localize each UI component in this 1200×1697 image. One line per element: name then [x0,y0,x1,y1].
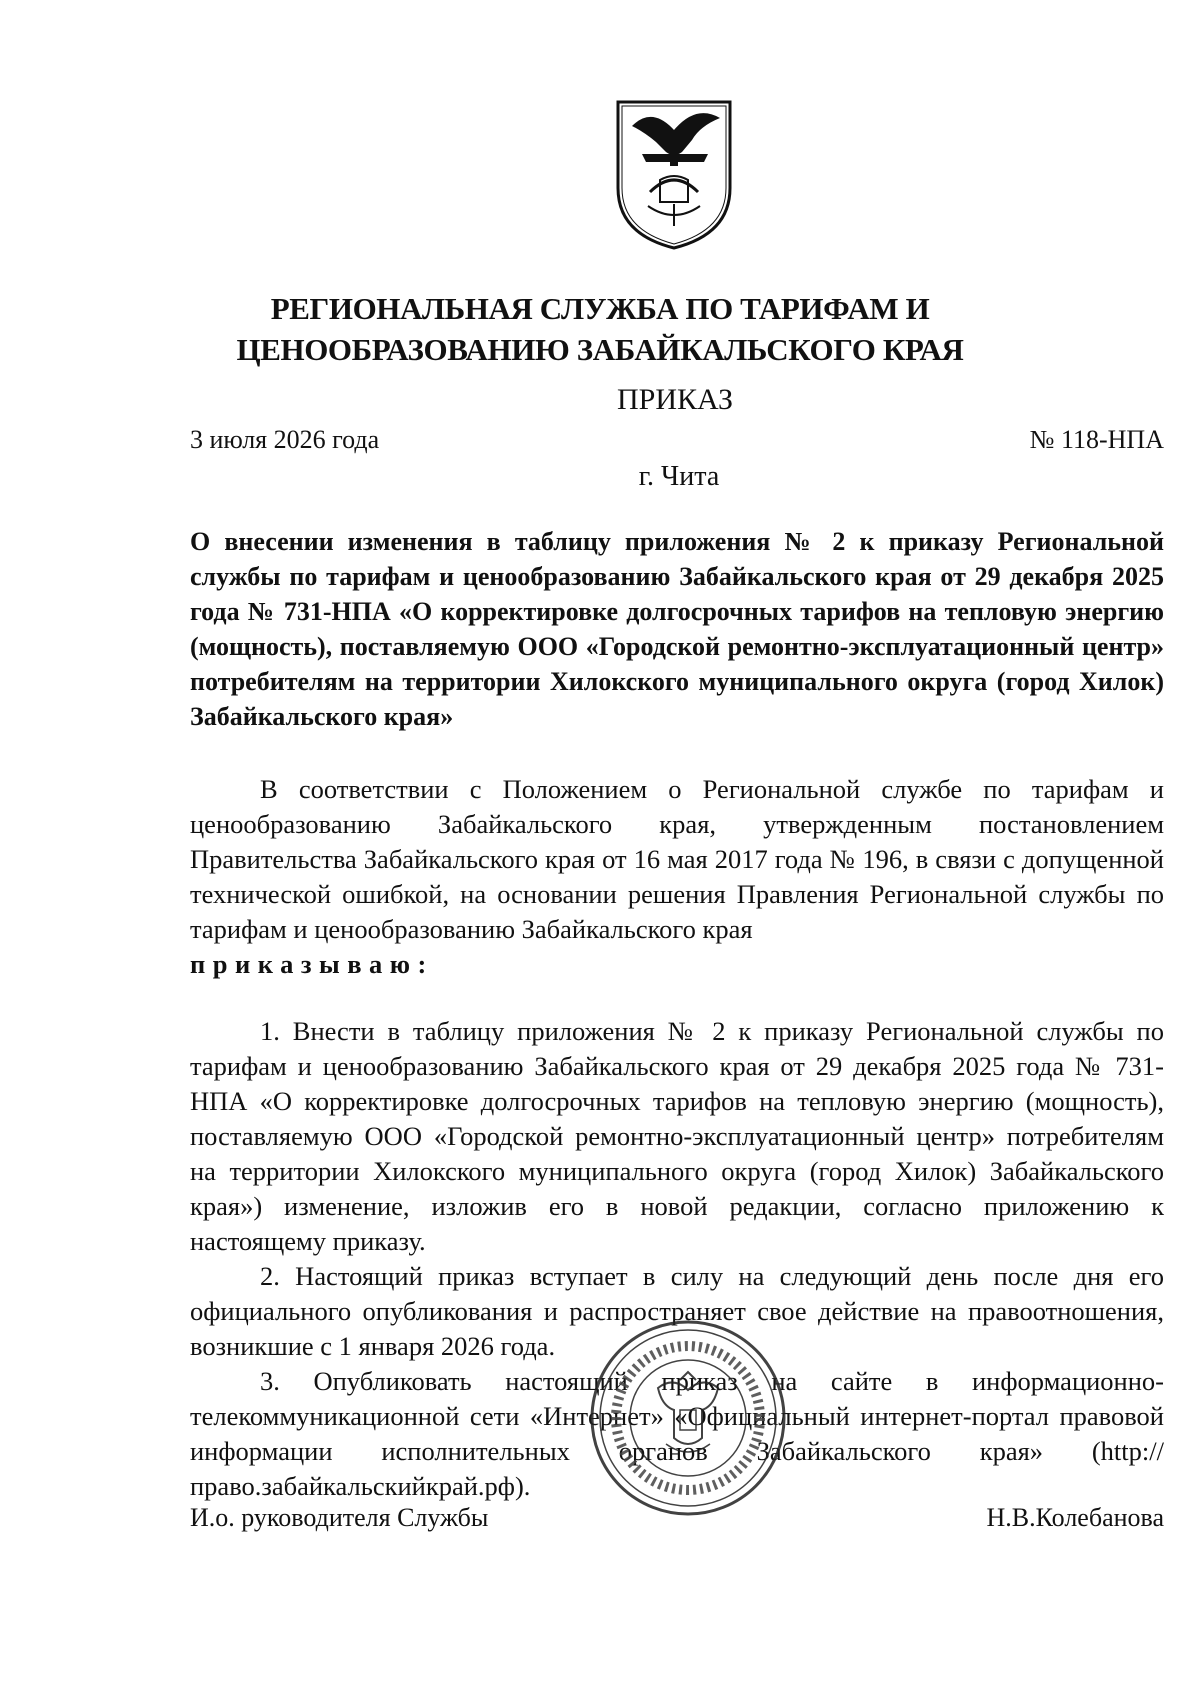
order-item-1: 1. Внести в таблицу приложения № 2 к приказу Региональной службы по тарифам и ценообразованию Забайкальского края от 29 декабря 2025 года № 731-НПА «О корректировке долгосрочных тарифов на тепловую энергию (мощность), поставляемую ООО «Городской ремонтно-эксплуатационный центр» потребителям на территории Хилокского муниципального округа (город Хилок) Забайкальского края») изменение, изложив его в новой редакции, согласно приложению к настоящему приказу. [190,1016,1164,1256]
coat-of-arms-icon [612,96,736,252]
signatory-position: И.о. руководителя Службы [190,1503,489,1532]
organization-title-line2: ЦЕНООБРАЗОВАНИЮ ЗАБАЙКАЛЬСКОГО КРАЯ [236,332,964,367]
document-number: № 118-НПА [1029,425,1164,454]
order-item-3: 3. Опубликовать настоящий приказ на сайте в информационно-телекоммуникационной сети «Интернет» «Официальный интернет-портал правовой информации исполнительных органов Забайкальского края» (http://право.забайкальскийкрай.рф). [190,1366,1164,1501]
organization-title [190,288,1010,370]
document-type: ПРИКАЗ [617,383,733,416]
preamble-text: В соответствии с Положением о Региональной службе по тарифам и ценообразованию Забайкальского края, утвержденным постановлением Правительства Забайкальского края от 16 мая 2017 года № 196, в связи с допущенной технической ошибкой, на основании решения Правления Региональной службы по тарифам и ценообразованию Забайкальского края [190,774,1164,944]
order-item-2: 2. Настоящий приказ вступает в силу на следующий день после дня его официального опубликования и распространяет свое действие на правоотношения, возникшие с 1 января 2026 года. [190,1261,1164,1361]
signatory-name: Н.В.Колебанова [986,1503,1164,1532]
preamble-paragraph [190,772,1164,982]
order-word: приказываю: [190,949,434,979]
document-date: 3 июля 2026 года [190,425,380,454]
document-subject: О внесении изменения в таблицу приложения № 2 к приказу Региональной службы по тарифам и ценообразованию Забайкальского края от 29 декабря 2025 года № 731-НПА «О корректировке долгосрочных тарифов на тепловую энергию (мощность), поставляемую ООО «Городской ремонтно-эксплуатационный центр» потребителям на территории Хилокского муниципального округа (город Хилок) Забайкальского края» [190,527,1164,731]
document-city: г. Чита [638,461,720,492]
official-seal-icon [588,1318,788,1518]
organization-title-line1: РЕГИОНАЛЬНАЯ СЛУЖБА ПО ТАРИФАМ И [270,291,930,326]
